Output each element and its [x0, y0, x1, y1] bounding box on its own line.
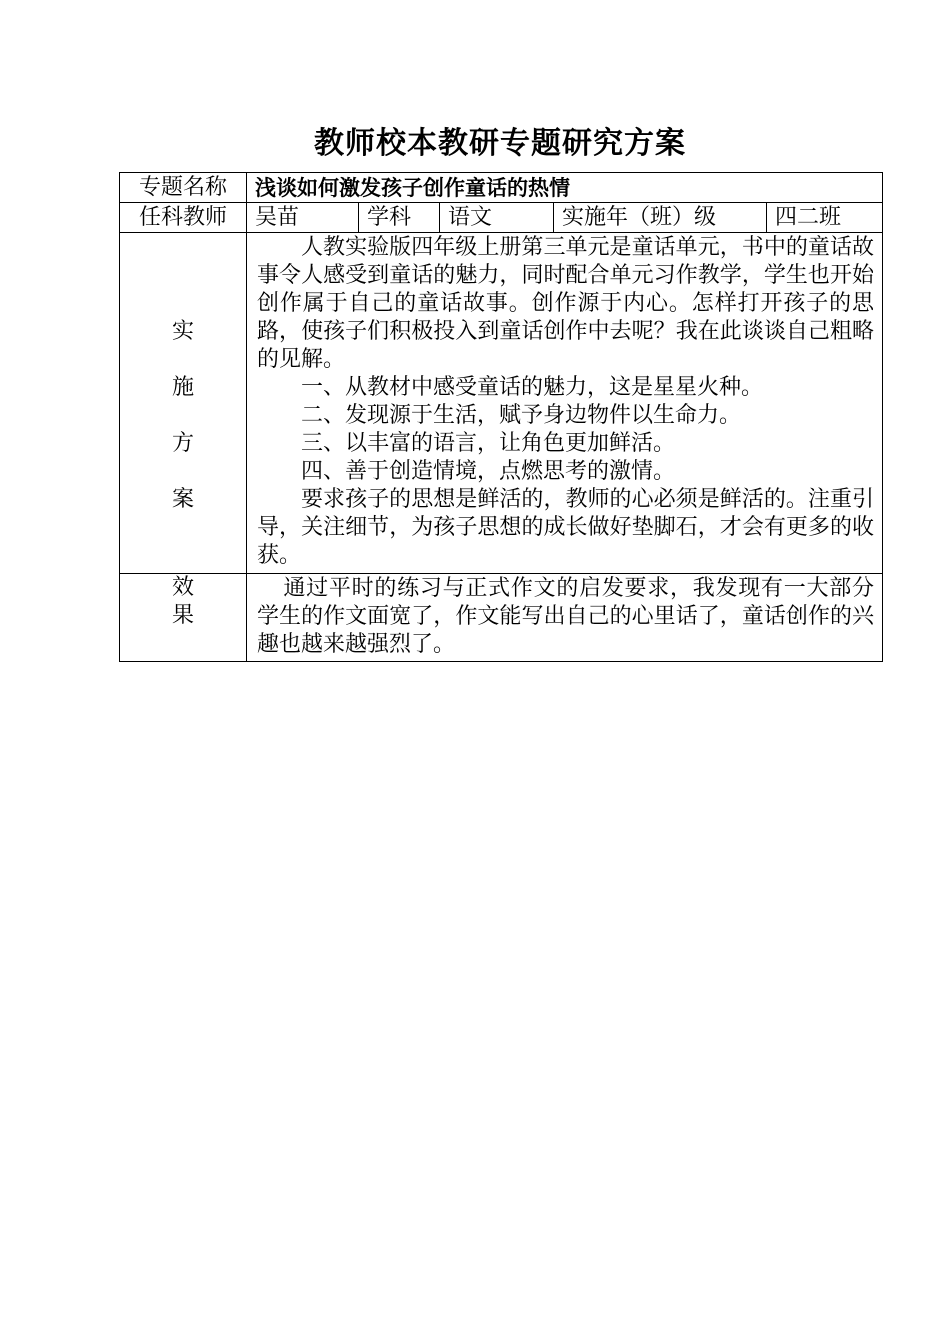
class-value: 四二班: [767, 203, 883, 233]
effect-label: [120, 574, 247, 662]
class-label: 实施年（班）级: [554, 203, 767, 233]
plan-paragraph-point-3: 三、以丰富的语言，让角色更加鲜活。: [301, 431, 676, 456]
document-title: 教师校本教研专题研究方案: [314, 126, 686, 161]
subject-value: 语文: [440, 203, 554, 233]
effect-label-char: 效: [171, 575, 194, 600]
plan-label-char: 实: [171, 319, 194, 344]
plan-paragraph-point-4: 四、善于创造情境，点燃思考的激情。: [301, 459, 676, 484]
teacher-row: [120, 203, 883, 233]
teacher-label: 任科教师: [120, 203, 247, 233]
effect-content: [247, 574, 883, 662]
teacher-value: 吴苗: [247, 203, 359, 233]
plan-label-char: 方: [171, 431, 194, 456]
topic-row: [120, 173, 883, 203]
topic-value: 浅谈如何激发孩子创作童话的热情: [247, 173, 883, 203]
plan-label: [120, 233, 247, 574]
plan-paragraph-conclusion: 要求孩子的思想是鲜活的，教师的心必须是鲜活的。注重引导，关注细节，为孩子思想的成长做好垫脚石，才会有更多的收获。: [257, 487, 875, 568]
plan-paragraph-point-1: 一、从教材中感受童话的魅力，这是星星火种。: [301, 375, 764, 400]
plan-content: [247, 233, 883, 574]
plan-paragraph-point-2: 二、发现源于生活，赋予身边物件以生命力。: [301, 403, 742, 428]
effect-label-char: 果: [171, 603, 194, 628]
plan-row: [120, 233, 883, 574]
topic-label: 专题名称: [120, 173, 247, 203]
plan-paragraph-intro: 人教实验版四年级上册第三单元是童话单元，书中的童话故事令人感受到童话的魅力，同时配合单元习作教学，学生也开始创作属于自己的童话故事。创作源于内心。怎样打开孩子的思路，使孩子们积极投入到童话创作中去呢？我在此谈谈自己粗略的见解。: [257, 235, 875, 372]
effect-paragraph: 通过平时的练习与正式作文的启发要求，我发现有一大部分学生的作文面宽了，作文能写出自己的心里话了，童话创作的兴趣也越来越强烈了。: [257, 576, 875, 657]
research-plan-table: [119, 172, 883, 662]
effect-row: [120, 574, 883, 662]
plan-label-char: 案: [171, 487, 194, 512]
subject-label: 学科: [359, 203, 440, 233]
plan-label-char: 施: [171, 375, 194, 400]
